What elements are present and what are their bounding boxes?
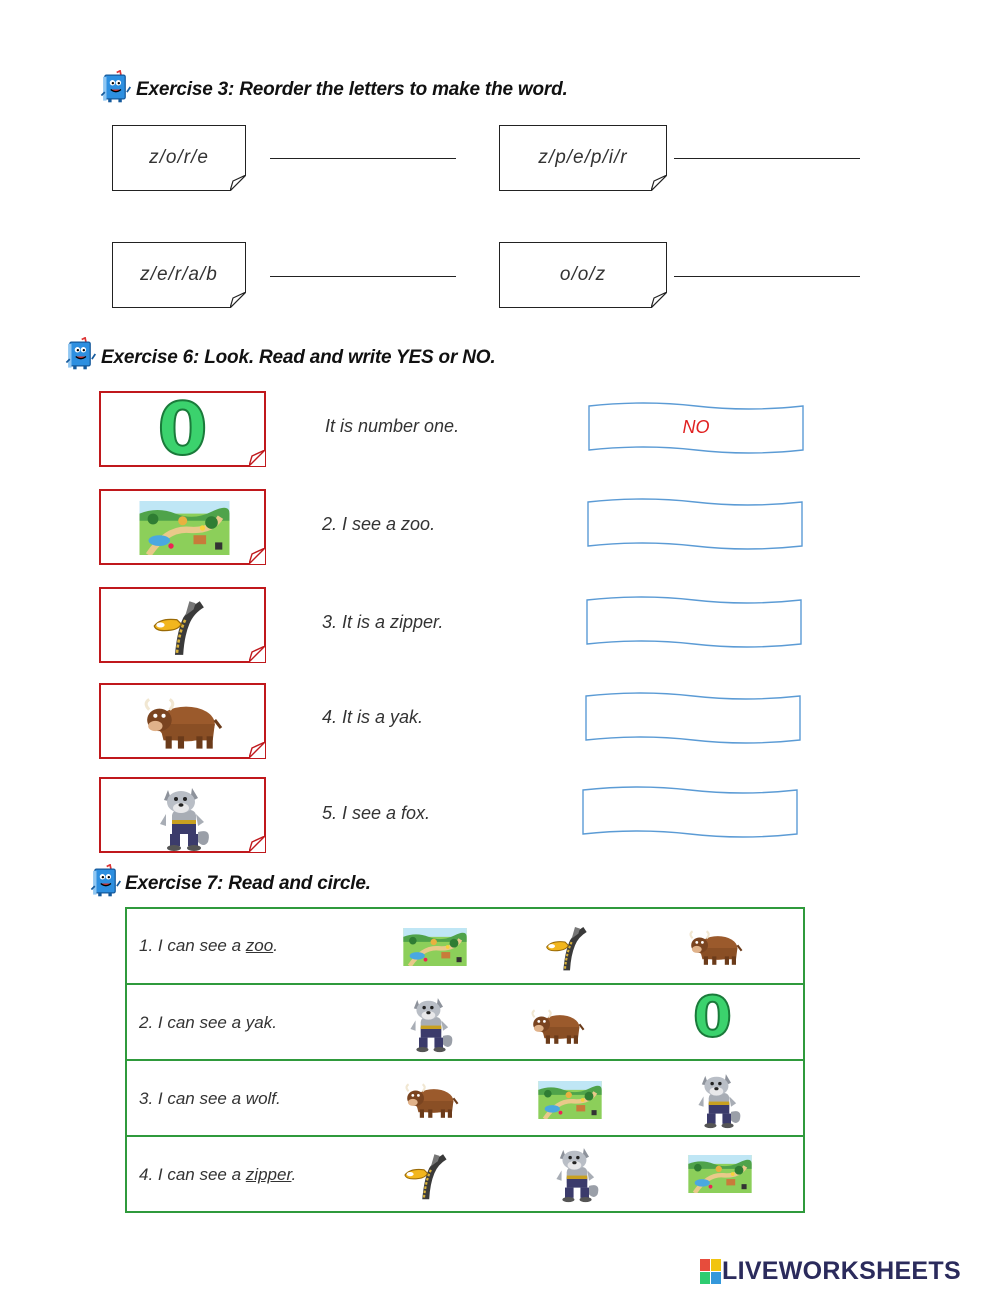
- wolf-image[interactable]: [405, 993, 457, 1053]
- row-sentence: 1. I can see a zoo.: [139, 936, 278, 955]
- wolf-image[interactable]: [551, 1143, 603, 1203]
- answer-box[interactable]: [584, 594, 804, 650]
- row-sentence: 2. I can see a yak.: [139, 1013, 277, 1032]
- circle-table: [125, 907, 805, 1213]
- table-row: [126, 908, 804, 984]
- zipper-image[interactable]: [539, 922, 591, 972]
- scrambled-letters: z/e/r/a/b: [140, 264, 218, 285]
- yak-image: [141, 693, 223, 755]
- scrambled-letters: z/p/e/p/i/r: [538, 147, 628, 168]
- zoo-image[interactable]: [403, 928, 467, 966]
- zoo-image[interactable]: [537, 1081, 603, 1119]
- answer-box[interactable]: [583, 690, 803, 746]
- picture-card: [99, 587, 266, 663]
- zoo-image: [139, 501, 230, 555]
- table-row: [126, 984, 804, 1060]
- yak-image[interactable]: [403, 1079, 459, 1123]
- answer-line[interactable]: [270, 158, 456, 159]
- picture-card: [99, 489, 266, 565]
- liveworksheets-logo[interactable]: [700, 1257, 961, 1286]
- exercise6-title: Exercise 6: Look. Read and write YES or NO.: [101, 347, 496, 368]
- page-fold-icon: [249, 548, 265, 564]
- table-row: [126, 1136, 804, 1212]
- scrambled-letters: o/o/z: [559, 264, 607, 285]
- wolf-image[interactable]: [693, 1069, 745, 1129]
- question-sentence: 4. It is a yak.: [322, 707, 424, 727]
- zipper-image: [146, 595, 208, 657]
- yak-image[interactable]: [529, 1005, 585, 1049]
- picture-card: [99, 387, 266, 471]
- book-mascot-icon: [88, 864, 122, 898]
- exercise3-title: Exercise 3: Reorder the letters to make the word.: [136, 79, 568, 100]
- letter-card: [112, 125, 246, 191]
- row-sentence: 3. I can see a wolf.: [139, 1089, 281, 1108]
- page-fold-icon: [249, 836, 265, 852]
- answer-line[interactable]: [674, 158, 860, 159]
- answer-box[interactable]: [580, 784, 800, 840]
- wolf-image: [153, 782, 215, 852]
- book-mascot-icon: [63, 337, 97, 371]
- page-fold-icon: [249, 742, 265, 758]
- zoo-image[interactable]: [687, 1155, 753, 1193]
- question-sentence: 3. It is a zipper.: [322, 612, 444, 632]
- target-word: zipper: [245, 1165, 292, 1184]
- letter-card: [499, 242, 667, 308]
- page-fold-icon: [230, 292, 246, 308]
- page-fold-icon: [651, 292, 667, 308]
- page-fold-icon: [230, 175, 246, 191]
- number-zero-image[interactable]: 0: [693, 985, 732, 1050]
- answer-text: NO: [682, 417, 710, 437]
- page-fold-icon: [249, 450, 265, 466]
- question-sentence: 5. I see a fox.: [322, 803, 431, 823]
- page-fold-icon: [249, 646, 265, 662]
- answer-line[interactable]: [270, 276, 456, 277]
- number-zero-image: 0: [157, 387, 208, 471]
- yak-image[interactable]: [687, 926, 743, 970]
- picture-card: [99, 683, 266, 759]
- row-sentence: 4. I can see a zipper.: [139, 1165, 297, 1184]
- picture-card: [99, 777, 266, 853]
- letter-card: [112, 242, 246, 308]
- question-sentence: It is number one.: [325, 416, 460, 436]
- table-row: [126, 1060, 804, 1136]
- answer-box[interactable]: [585, 496, 805, 552]
- book-mascot-icon: [98, 70, 132, 104]
- question-sentence: 2. I see a zoo.: [322, 514, 436, 534]
- live-logo-icon: [700, 1259, 722, 1285]
- exercise7-title: Exercise 7: Read and circle.: [125, 873, 371, 894]
- answer-line[interactable]: [674, 276, 860, 277]
- brand-name: LIVEWORKSHEETS: [722, 1257, 961, 1285]
- target-word: zoo: [245, 936, 274, 955]
- zipper-image[interactable]: [397, 1149, 451, 1201]
- scrambled-letters: z/o/r/e: [149, 147, 209, 168]
- page-fold-icon: [651, 175, 667, 191]
- letter-card: [499, 125, 667, 191]
